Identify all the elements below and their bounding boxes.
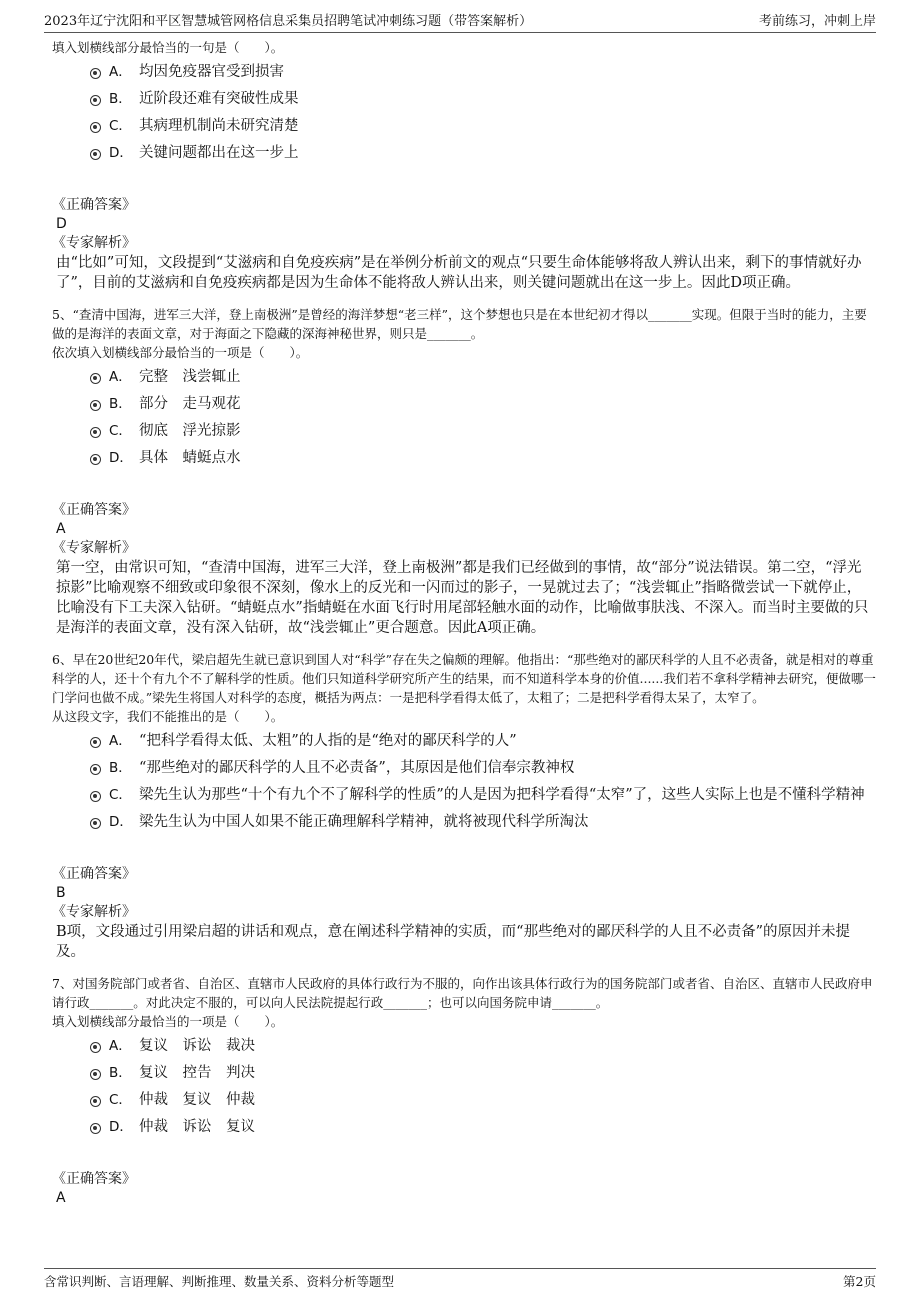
answer-label: 《正确答案》: [52, 502, 136, 518]
option-text: 梁先生认为那些“十个有九个不了解科学的性质”的人是因为把科学看得“太窄”了，这些人实际上也是不懂科学精神: [139, 787, 865, 803]
option-letter: A．: [109, 64, 132, 80]
option-letter: C．: [109, 1092, 132, 1108]
option-text: “把科学看得太低、太粗”的人指的是“绝对的鄙厌科学的人”: [139, 733, 517, 749]
option-c[interactable]: [90, 115, 876, 137]
option-a[interactable]: [90, 366, 876, 388]
option-letter: C．: [109, 787, 132, 803]
question-block: [52, 38, 876, 293]
radio-icon[interactable]: [90, 149, 101, 160]
analysis-label: 《专家解析》: [52, 904, 136, 920]
option-a[interactable]: [90, 1035, 876, 1057]
option-text: “那些绝对的鄙厌科学的人且不必责备”，其原因是他们信奉宗教神权: [139, 760, 575, 776]
radio-icon[interactable]: [90, 1096, 101, 1107]
option-text: 复议 诉讼 裁决: [139, 1038, 255, 1054]
radio-icon[interactable]: [90, 454, 101, 465]
radio-icon[interactable]: [90, 818, 101, 829]
answer-label: 《正确答案》: [52, 197, 136, 213]
page-header: [44, 10, 876, 33]
question-stem: 5、“查清中国海，进军三大洋，登上南极洲”是曾经的海洋梦想“老三样”，这个梦想也只是在本世纪初才得以_______实现。但限于当时的能力，主要做的是海洋的表面文章，对于海面之下隐藏的深海神秘世界，则只是_______。: [52, 307, 867, 341]
question-prompt: 从这段文字，我们不能推出的是（ ）。: [52, 709, 284, 724]
option-text: 关键问题都出在这一步上: [139, 145, 299, 161]
option-c[interactable]: [90, 420, 876, 442]
option-letter: D．: [109, 450, 133, 466]
radio-icon[interactable]: [90, 373, 101, 384]
option-list: [52, 366, 876, 469]
option-a[interactable]: [90, 730, 876, 752]
question-prompt: 填入划横线部分最恰当的一项是（ ）。: [52, 1014, 284, 1029]
option-text: 梁先生认为中国人如果不能正确理解科学精神，就将被现代科学所淘汰: [139, 814, 589, 830]
option-letter: B．: [109, 760, 132, 776]
analysis-label: 《专家解析》: [52, 540, 136, 556]
option-text: 仲裁 诉讼 复议: [139, 1119, 255, 1135]
radio-icon[interactable]: [90, 122, 101, 133]
option-text: 完整 浅尝辄止: [139, 369, 241, 385]
option-letter: C．: [109, 423, 132, 439]
analysis-label: 《专家解析》: [52, 235, 136, 251]
radio-icon[interactable]: [90, 791, 101, 802]
option-text: 部分 走马观花: [139, 396, 241, 412]
option-c[interactable]: [90, 1089, 876, 1111]
option-b[interactable]: [90, 88, 876, 110]
radio-icon[interactable]: [90, 1069, 101, 1080]
option-c[interactable]: [90, 784, 876, 806]
radio-icon[interactable]: [90, 1042, 101, 1053]
option-text: 近阶段还难有突破性成果: [139, 91, 299, 107]
option-b[interactable]: [90, 757, 876, 779]
question-block: [52, 974, 876, 1207]
option-b[interactable]: [90, 393, 876, 415]
question-stem: 填入划横线部分最恰当的一句是（ ）。: [52, 40, 284, 55]
option-text: 复议 控告 判决: [139, 1065, 255, 1081]
correct-answer: D: [56, 216, 67, 232]
option-text: 其病理机制尚未研究清楚: [139, 118, 299, 134]
footer-note: 含常识判断、言语理解、判断推理、数量关系、资料分析等题型: [44, 1274, 395, 1289]
option-letter: B．: [109, 396, 132, 412]
question-stem: 7、对国务院部门或者省、自治区、直辖市人民政府的具体行政行为不服的，向作出该具体行政行为的国务院部门或者省、自治区、直辖市人民政府申请行政_______。对此决定不服的，可以向人民法院提起行政_______；也可以向国务院申请_______。: [52, 976, 873, 1010]
option-list: [52, 61, 876, 164]
option-a[interactable]: [90, 61, 876, 83]
answer-label: 《正确答案》: [52, 866, 136, 882]
radio-icon[interactable]: [90, 427, 101, 438]
option-b[interactable]: [90, 1062, 876, 1084]
answer-label: 《正确答案》: [52, 1171, 136, 1187]
option-letter: B．: [109, 91, 132, 107]
option-d[interactable]: [90, 447, 876, 469]
page-footer: [44, 1268, 876, 1290]
radio-icon[interactable]: [90, 1123, 101, 1134]
analysis-text: B项，文段通过引用梁启超的讲话和观点，意在阐述科学精神的实质，而“那些绝对的鄙厌科学的人且不必责备”的原因并未提及。: [56, 924, 850, 960]
question-block: [52, 650, 876, 962]
correct-answer: B: [56, 885, 66, 901]
question-block: [52, 305, 876, 638]
option-letter: D．: [109, 145, 133, 161]
option-letter: B．: [109, 1065, 132, 1081]
analysis-text: 由“比如”可知，文段提到“艾滋病和自免疫疾病”是在举例分析前文的观点“只要生命体能够将敌人辨认出来，剩下的事情就好办了”，目前的艾滋病和自免疫疾病都是因为生命体不能将敌人辨认出来，则关键问题就出在这一步上。因此D项正确。: [56, 255, 862, 291]
radio-icon[interactable]: [90, 400, 101, 411]
option-d[interactable]: [90, 142, 876, 164]
document-title: 2023年辽宁沈阳和平区智慧城管网格信息采集员招聘笔试冲刺练习题（带答案解析）: [44, 14, 533, 29]
option-letter: D．: [109, 814, 133, 830]
option-text: 具体 蜻蜓点水: [139, 450, 241, 466]
option-list: [52, 730, 876, 833]
radio-icon[interactable]: [90, 68, 101, 79]
option-letter: A．: [109, 733, 132, 749]
option-letter: D．: [109, 1119, 133, 1135]
option-text: 彻底 浮光掠影: [139, 423, 241, 439]
question-stem: 6、早在20世纪20年代，梁启超先生就已意识到国人对“科学”存在失之偏颇的理解。他指出：“那些绝对的鄙厌科学的人且不必责备，就是相对的尊重科学的人，还十个有九个不了解科学的性质。他们只知道科学研究所产生的结果，而不知道科学本身的价值......我们若不拿科学精神去研究，便做哪一门学问也做不成。”梁先生将国人对科学的态度，概括为两点：一是把科学看得太低了，太粗了；二是把科学看得太呆了，太窄了。: [52, 652, 876, 705]
correct-answer: A: [56, 521, 66, 537]
radio-icon[interactable]: [90, 95, 101, 106]
option-letter: A．: [109, 1038, 132, 1054]
page-content: [52, 38, 876, 1207]
option-d[interactable]: [90, 811, 876, 833]
radio-icon[interactable]: [90, 764, 101, 775]
option-d[interactable]: [90, 1116, 876, 1138]
analysis-text: 第一空，由常识可知，“查清中国海，进军三大洋，登上南极洲”都是我们已经做到的事情，故“部分”说法错误。第二空，“浮光掠影”比喻观察不细致或印象很不深刻，像水上的反光和一闪而过的影子，一晃就过去了；“浅尝辄止”指略微尝试一下就停止，比喻没有下工夫深入钻研。“蜻蜓点水”指蜻蜓在水面飞行时用尾部轻触水面的动作，比喻做事肤浅、不深入。而当时主要做的只是海洋的表面文章，没有深入钻研，故“浅尝辄止”更合题意。因此A项正确。: [56, 560, 869, 636]
radio-icon[interactable]: [90, 737, 101, 748]
option-letter: A．: [109, 369, 132, 385]
question-prompt: 依次填入划横线部分最恰当的一项是（ ）。: [52, 345, 309, 360]
page-number: 第2页: [843, 1274, 876, 1289]
option-text: 均因免疫器官受到损害: [139, 64, 284, 80]
option-letter: C．: [109, 118, 132, 134]
header-slogan: 考前练习，冲刺上岸: [758, 14, 876, 29]
option-text: 仲裁 复议 仲裁: [139, 1092, 255, 1108]
option-list: [52, 1035, 876, 1138]
correct-answer: A: [56, 1190, 66, 1206]
